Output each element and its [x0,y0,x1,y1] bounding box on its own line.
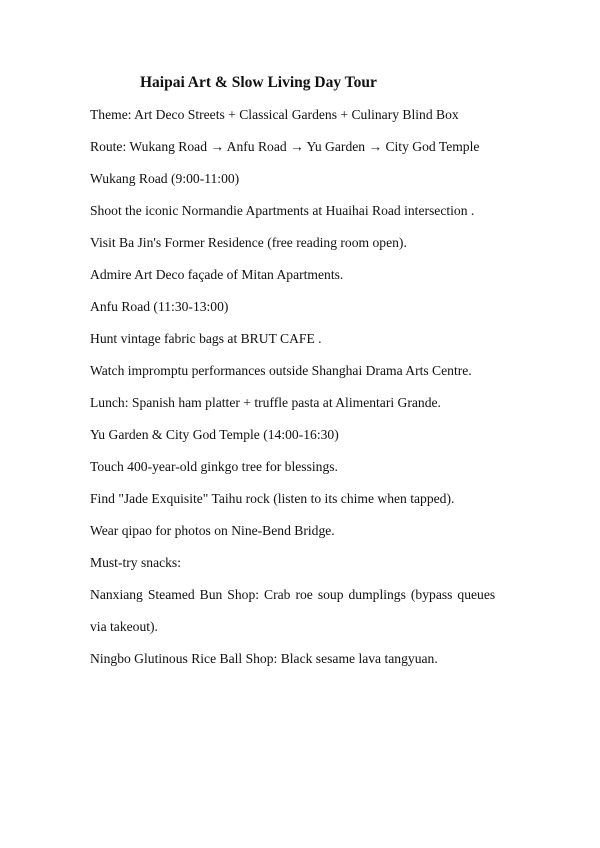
list-item: Nanxiang Steamed Bun Shop: Crab roe soup dumplings (bypass queues [90,587,496,602]
list-item: Find "Jade Exquisite" Taihu rock (listen to its chime when tapped). [90,491,455,506]
list-item: Visit Ba Jin's Former Residence (free reading room open). [90,235,407,250]
document-title: Haipai Art & Slow Living Day Tour [140,74,377,91]
section-heading-wukang: Wukang Road (9:00-11:00) [90,171,240,186]
section-heading-anfu: Anfu Road (11:30-13:00) [90,299,229,314]
list-item: Shoot the iconic Normandie Apartments at Huaihai Road intersection . [90,203,475,218]
list-item: Watch impromptu performances outside Shanghai Drama Arts Centre. [90,363,472,378]
section-heading-snacks: Must-try snacks: [90,555,181,570]
list-item: Lunch: Spanish ham platter + truffle pasta at Alimentari Grande. [90,395,441,410]
list-item: Ningbo Glutinous Rice Ball Shop: Black sesame lava tangyuan. [90,651,438,666]
list-item-continuation: via takeout). [90,619,158,634]
route-line: Route: Wukang Road → Anfu Road → Yu Garden → City God Temple [90,139,480,154]
list-item: Wear qipao for photos on Nine-Bend Bridge. [90,523,335,538]
list-item: Touch 400-year-old ginkgo tree for blessings. [90,459,338,474]
list-item: Hunt vintage fabric bags at BRUT CAFE . [90,331,322,346]
section-heading-yu-garden: Yu Garden & City God Temple (14:00-16:30) [90,427,339,442]
theme-line: Theme: Art Deco Streets + Classical Gardens + Culinary Blind Box [90,107,459,122]
list-item: Admire Art Deco façade of Mitan Apartments. [90,267,344,282]
